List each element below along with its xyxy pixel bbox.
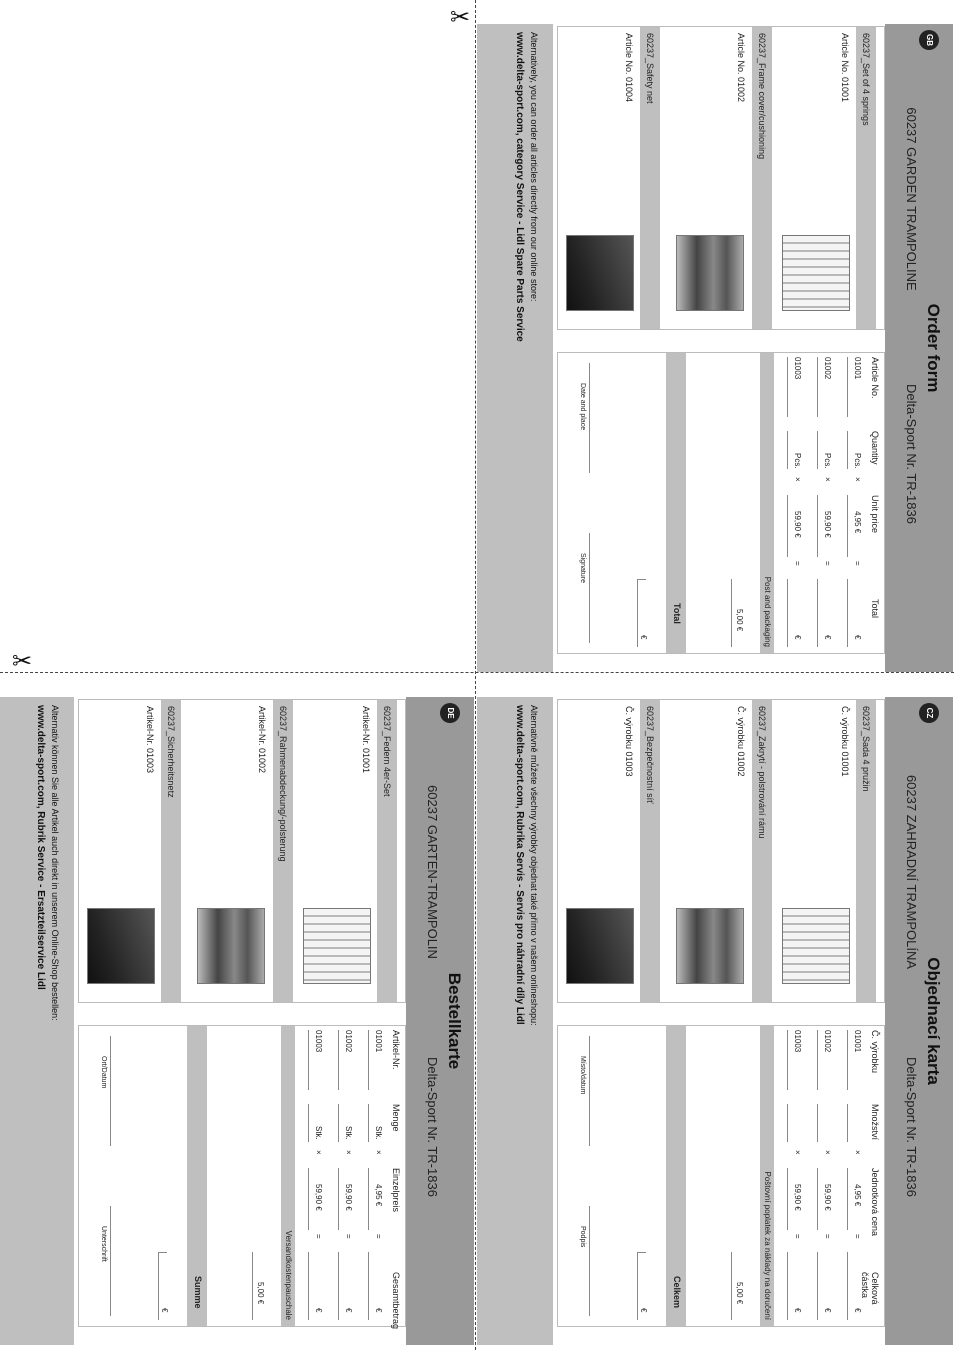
col-header-article: Article No.	[870, 357, 880, 399]
row-total-field[interactable]	[308, 1252, 309, 1320]
quantity-field[interactable]	[817, 1104, 818, 1142]
signature-field[interactable]	[589, 1206, 590, 1316]
quantity-field[interactable]	[817, 431, 818, 469]
total-label: Total	[672, 603, 682, 624]
unit-price-line	[368, 1168, 369, 1230]
row-currency: €	[853, 1308, 862, 1313]
col-header-article: Č. výrobku	[870, 1030, 880, 1074]
online-shop-link[interactable]: www.delta-sport.com, category Service - Lidl Spare Parts Service	[514, 32, 525, 342]
unit-price-line	[817, 1168, 818, 1230]
total-field[interactable]	[637, 579, 638, 647]
row-equals: =	[853, 561, 862, 566]
item-article-no: Č. výrobku 01003	[624, 706, 634, 777]
order-form-gb	[477, 24, 954, 647]
item-article-no: Article No. 01004	[624, 33, 634, 103]
row-total-field[interactable]	[817, 1252, 818, 1320]
unit-price-line	[847, 495, 848, 557]
row-article-no: 01003	[314, 1030, 323, 1053]
row-article-line	[787, 1030, 788, 1090]
row-unit-price: 4,95 €	[853, 1184, 862, 1207]
frame-cover-image	[676, 908, 744, 984]
row-total-field[interactable]	[847, 1252, 848, 1320]
quantity-field[interactable]	[847, 431, 848, 469]
col-header-quantity: Quantity	[870, 431, 880, 465]
row-equals: =	[314, 1234, 323, 1239]
total-field-marker	[638, 579, 646, 580]
row-currency: €	[823, 1308, 832, 1313]
row-unit: Stk.	[374, 1126, 383, 1140]
date-place-label: Ort/Datum	[100, 1056, 107, 1089]
country-badge: CZ	[919, 703, 939, 723]
row-times: ×	[793, 477, 802, 482]
postage-value: 5,00 €	[735, 609, 744, 632]
product-name: 60237 ZAHRADNÍ TRAMPOLÍNA	[904, 774, 919, 970]
quantity-field[interactable]	[338, 1104, 339, 1142]
form-title: Bestellkarte	[445, 972, 464, 1070]
item-label: 60237_Set of 4 springs	[856, 27, 876, 329]
scissors-icon: ✂	[450, 4, 471, 31]
quantity-field[interactable]	[787, 431, 788, 469]
row-times: ×	[344, 1150, 353, 1155]
col-header-unit-price: Einzelpreis	[391, 1168, 401, 1213]
springs-image	[782, 908, 850, 984]
row-times: ×	[853, 1150, 862, 1155]
item-article-no: Č. výrobku 01002	[736, 706, 746, 777]
item-article-no: Artikel-Nr. 01002	[257, 706, 267, 774]
date-place-field[interactable]	[110, 1036, 111, 1146]
signature-label: Unterschrift	[100, 1226, 107, 1262]
header-bar	[885, 24, 953, 672]
online-shop-link[interactable]: www.delta-sport.com, Rubrika Servis - Servis pro náhradní díly Lidl	[514, 705, 525, 1025]
row-currency: €	[374, 1308, 383, 1313]
date-place-field[interactable]	[589, 363, 590, 473]
row-currency: €	[314, 1308, 323, 1313]
total-field[interactable]	[158, 1252, 159, 1320]
row-unit-price: 4,95 €	[374, 1184, 383, 1207]
row-article-no: 01002	[344, 1030, 353, 1053]
date-place-label: Místo/datum	[579, 1056, 586, 1095]
row-article-no: 01003	[793, 1030, 802, 1053]
order-table	[557, 352, 885, 654]
item-label: 60237_Federn 4er-Set	[377, 700, 397, 1002]
item-label: 60237_Safety net	[640, 27, 660, 329]
scissors-icon: ✂	[12, 648, 33, 675]
col-header-article: Artikel-Nr.	[391, 1030, 401, 1070]
online-order-note: Alternativ können Sie alle Artikel auch direkt in unserem Online-Shop bestellen:	[50, 705, 60, 1021]
postage-label: Poštovní poplatek za náklady na doručení	[763, 1171, 772, 1320]
row-unit-price: 59,90 €	[314, 1184, 323, 1211]
total-currency: €	[160, 1308, 169, 1313]
quantity-field[interactable]	[308, 1104, 309, 1142]
total-field-marker	[159, 1252, 167, 1253]
row-article-no: 01001	[853, 357, 862, 380]
row-article-line	[847, 1030, 848, 1090]
row-times: ×	[823, 1150, 832, 1155]
country-badge: GB	[919, 30, 939, 50]
col-header-unit-price: Jednotková cena	[870, 1168, 880, 1237]
safety-net-image	[87, 908, 155, 984]
row-currency: €	[823, 635, 832, 640]
online-order-note: Alternativně můžete všechny výrobky objednat také přímo v našem onlineshopu:	[529, 705, 539, 1026]
row-article-line	[817, 357, 818, 417]
row-article-no: 01001	[374, 1030, 383, 1053]
total-field-marker	[638, 1252, 646, 1253]
row-times: ×	[853, 477, 862, 482]
col-header-unit-price: Unit price	[870, 495, 880, 534]
frame-cover-image	[197, 908, 265, 984]
item-article-no: Artikel-Nr. 01001	[361, 706, 371, 774]
item-label: 60237_Sicherheitsnetz	[161, 700, 181, 1002]
items-list	[557, 26, 885, 330]
total-currency: €	[639, 1308, 648, 1313]
online-shop-link[interactable]: www.delta-sport.com, Rubrik Service - Ersatzteilservice Lidl	[35, 705, 46, 990]
postage-line	[731, 1252, 732, 1320]
supplier-number: Delta-Sport Nr. TR-1836	[904, 384, 919, 524]
row-total-field[interactable]	[338, 1252, 339, 1320]
total-field[interactable]	[637, 1252, 638, 1320]
row-currency: €	[344, 1308, 353, 1313]
row-total-field[interactable]	[817, 579, 818, 647]
order-table	[78, 1025, 406, 1330]
col-header-total: Gesamtbetrag	[391, 1272, 401, 1330]
col-header-quantity: Menge	[391, 1104, 401, 1132]
unit-price-line	[308, 1168, 309, 1230]
row-currency: €	[853, 635, 862, 640]
row-times: ×	[823, 477, 832, 482]
safety-net-image	[566, 235, 634, 311]
row-total-field[interactable]	[787, 1252, 788, 1320]
springs-image	[303, 908, 371, 984]
row-times: ×	[793, 1150, 802, 1155]
quantity-field[interactable]	[368, 1104, 369, 1142]
cut-line-horizontal	[0, 672, 954, 673]
country-badge: DE	[440, 703, 460, 723]
row-equals: =	[853, 1234, 862, 1239]
item-label: 60237_Sada 4 pružin	[856, 700, 876, 1002]
col-header-quantity: Množství	[870, 1104, 880, 1141]
row-equals: =	[793, 1234, 802, 1239]
quantity-field[interactable]	[787, 1104, 788, 1142]
col-header-total: Total	[870, 599, 880, 619]
row-article-line	[308, 1030, 309, 1090]
item-article-no: Artikel-Nr. 01003	[145, 706, 155, 774]
signature-field[interactable]	[589, 533, 590, 643]
row-article-no: 01002	[823, 357, 832, 380]
row-unit: Stk.	[344, 1126, 353, 1140]
item-label: 60237_Bezpečnostní síť	[640, 700, 660, 1002]
row-article-no: 01001	[853, 1030, 862, 1053]
row-total-field[interactable]	[787, 579, 788, 647]
quantity-field[interactable]	[847, 1104, 848, 1142]
unit-price-line	[787, 495, 788, 557]
frame-cover-image	[676, 235, 744, 311]
item-article-no: Article No. 01002	[736, 33, 746, 103]
signature-label: Signature	[579, 553, 586, 583]
row-times: ×	[314, 1150, 323, 1155]
item-article-no: Č. výrobku 01001	[840, 706, 850, 777]
unit-price-line	[817, 495, 818, 557]
row-unit: Pcs.	[823, 453, 832, 469]
row-currency: €	[793, 635, 802, 640]
row-unit: Stk.	[314, 1126, 323, 1140]
row-equals: =	[823, 561, 832, 566]
unit-price-line	[787, 1168, 788, 1230]
row-article-line	[817, 1030, 818, 1090]
row-unit-price: 59,90 €	[823, 511, 832, 538]
row-article-line	[847, 357, 848, 417]
items-list	[78, 699, 406, 1003]
form-title: Order form	[924, 303, 943, 393]
total-label: Summe	[193, 1276, 203, 1309]
item-label: 60237_Frame cover/cushioning	[752, 27, 772, 329]
row-unit-price: 59,90 €	[793, 511, 802, 538]
row-equals: =	[344, 1234, 353, 1239]
row-times: ×	[374, 1150, 383, 1155]
supplier-number: Delta-Sport Nr. TR-1836	[904, 1057, 919, 1197]
row-unit: Pcs.	[853, 453, 862, 469]
postage-label: Post and packaging	[763, 576, 772, 647]
row-equals: =	[823, 1234, 832, 1239]
row-currency: €	[793, 1308, 802, 1313]
row-article-line	[368, 1030, 369, 1090]
supplier-number: Delta-Sport Nr. TR-1836	[425, 1057, 440, 1197]
total-currency: €	[639, 635, 648, 640]
product-name: 60237 GARDEN TRAMPOLINE	[904, 107, 919, 291]
total-label: Celkem	[672, 1276, 682, 1309]
row-article-line	[787, 357, 788, 417]
row-article-no: 01003	[793, 357, 802, 380]
online-order-note: Alternatively, you can order all articles directly from our online store:	[529, 32, 539, 302]
postage-label: Versandkostenpauschale	[284, 1230, 293, 1320]
header-bar	[885, 697, 953, 1345]
row-unit-price: 59,90 €	[344, 1184, 353, 1211]
row-unit-price: 4,95 €	[853, 511, 862, 534]
postage-value: 5,00 €	[735, 1282, 744, 1305]
item-label: 60237_Zakrytí - polstrování rámu	[752, 700, 772, 1002]
item-label: 60237_Rahmenabdeckung/-polsterung	[273, 700, 293, 1002]
postage-value: 5,00 €	[256, 1282, 265, 1305]
row-unit-price: 59,90 €	[793, 1184, 802, 1211]
unit-price-line	[847, 1168, 848, 1230]
signature-label: Podpis	[579, 1226, 586, 1248]
row-article-no: 01002	[823, 1030, 832, 1053]
item-article-no: Article No. 01001	[840, 33, 850, 103]
product-name: 60237 GARTEN-TRAMPOLIN	[425, 785, 440, 959]
row-unit-price: 59,90 €	[823, 1184, 832, 1211]
row-article-line	[338, 1030, 339, 1090]
form-title: Objednací karta	[924, 957, 943, 1085]
row-equals: =	[374, 1234, 383, 1239]
col-header-total: Celková částka	[860, 1272, 880, 1305]
header-bar	[406, 697, 474, 1345]
row-unit: Pcs.	[793, 453, 802, 469]
postage-line	[252, 1252, 253, 1320]
row-total-field[interactable]	[368, 1252, 369, 1320]
row-equals: =	[793, 561, 802, 566]
signature-field[interactable]	[110, 1206, 111, 1316]
springs-image	[782, 235, 850, 311]
date-place-label: Date and place	[579, 383, 586, 431]
row-total-field[interactable]	[847, 579, 848, 647]
unit-price-line	[338, 1168, 339, 1230]
postage-line	[731, 579, 732, 647]
